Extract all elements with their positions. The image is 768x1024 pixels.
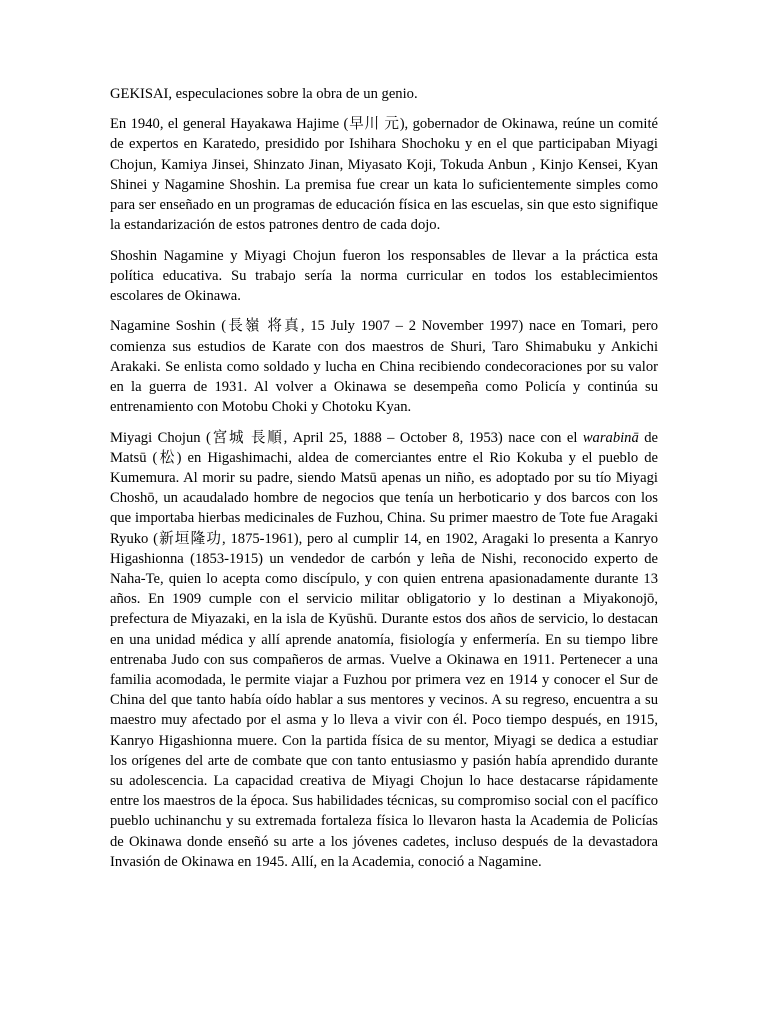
paragraph-4-intro: Miyagi Chojun (宮城 長順, April 25, 1888 – October 8, 1953) nace con el (110, 429, 583, 446)
paragraph-4-italic-term: warabinā (582, 429, 639, 446)
paragraph-4-body: de Matsū (松) en Higashimachi, aldea de comerciantes entre el Rio Kokuba y el pueblo de Kumemura. Al morir su padre, siendo Matsū apenas un niño, es adoptado por su tío Miyagi Choshō, un acaudalado hombre de negocios que tenía un herboticario y dos barcos con los que importaba hierbas medicinales de Fuzhou, China. Su primer maestro de Tote fue Aragaki Ryuko (新垣隆功, 1875-1961), pero al cumplir 14, en 1902, Aragaki lo presenta a Kanryo Higashionna (1853-1915) un vendedor de carbón y leña de Nishi, reconocido experto de Naha-Te, quien lo acepta como discípulo, y con quien entrena apasionadamente durante 13 años. En 1909 cumple con el servicio militar obligatorio y lo destinan a Miyakonojō, prefectura de Miyazaki, en la isla de Kyūshū. Durante estos dos años de servicio, lo destacan en una unidad médica y allí aprende anatomía, fisiología y enfermería. En su tiempo libre entrenaba Judo con sus compañeros de armas. Vuelve a Okinawa en 1911. Pertenecer a una familia acomodada, le permite viajar a Fuzhou por primera vez en 1914 y conocer el Sur de China del que tanto había oído hablar a sus mentores y vecinos. A su regreso, encuentra a su maestro muy afectado por el asma y lo lleva a vivir con él. Poco tiempo después, en 1915, Kanryo Higashionna muere. Con la partida física de su mentor, Miyagi se dedica a estudiar los orígenes del arte de combate que con tanto entusiasmo y pasión había aprendido durante su adolescencia. La capacidad creativa de Miyagi Chojun lo hace destacarse rápidamente entre los maestros de la época. Sus habilidades técnicas, su compromiso social con el pacífico pueblo uchinanchu y su extremada fortaleza física lo llevaron hasta la Academia de Policías de Okinawa donde enseñó su arte a los jóvenes cadetes, incluso después de la devastadora Invasión de Okinawa en 1945. Allí, en la Academia, conoció a Nagamine. (110, 429, 658, 870)
document-title: GEKISAI, especulaciones sobre la obra de un genio. (110, 86, 418, 102)
paragraph-2: Shoshin Nagamine y Miyagi Chojun fueron los responsables de llevar a la práctica esta política educativa. Su trabajo sería la norma curricular en todos los establecimientos escolares de Okinawa. (110, 247, 658, 305)
document-body (110, 84, 658, 872)
paragraph-1: En 1940, el general Hayakawa Hajime (早川 元), gobernador de Okinawa, reúne un comité de expertos en Karatedo, presidido por Ishihara Shochoku y en el que participaban Miyagi Chojun, Kamiya Jinsei, Shinzato Jinan, Miyasato Koji, Tokuda Anbun , Kinjo Kensei, Kyan Shinei y Nagamine Shoshin. La premisa fue crear un kata lo suficientemente simples como para ser enseñado en un programas de educación física en las escuelas, sin que esto signifique la estandarización de estos patrones dentro de cada dojo. (110, 116, 658, 234)
paragraph-4 (110, 428, 658, 872)
paragraph-3: Nagamine Soshin (長嶺 将真, 15 July 1907 – 2 November 1997) nace en Tomari, pero comienza sus estudios de Karate con dos maestros de Shuri, Taro Shimabuku y Ankichi Arakaki. Se enlista como soldado y lucha en China recibiendo condecoraciones por su valor en la guerra de 1931. Al volver a Okinawa se desempeña como Policía y continúa su entrenamiento con Motobu Choki y Chotoku Kyan. (110, 318, 658, 416)
